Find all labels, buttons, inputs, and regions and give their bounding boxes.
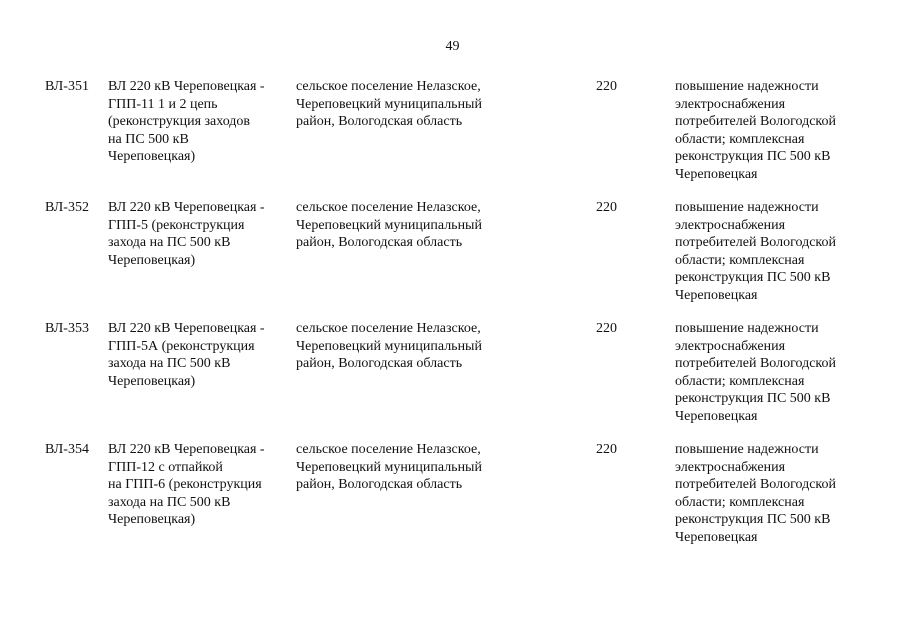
line-voltage: 220 (596, 200, 617, 215)
line-location: сельское поселение Нелазское, Череповецкий муниципальный район, Вологодская область (296, 79, 482, 129)
table-row (0, 441, 905, 562)
table-row (0, 78, 905, 199)
line-name: ВЛ 220 кВ Череповецкая - ГПП-5А (реконструкция захода на ПС 500 кВ Череповецкая) (108, 321, 265, 389)
line-voltage: 220 (596, 321, 617, 336)
line-location: сельское поселение Нелазское, Череповецкий муниципальный район, Вологодская область (296, 442, 482, 492)
document-table (0, 78, 905, 562)
line-name: ВЛ 220 кВ Череповецкая - ГПП-11 1 и 2 цепь (реконструкция заходов на ПС 500 кВ Череповецкая) (108, 79, 265, 164)
line-purpose: повышение надежности электроснабжения потребителей Вологодской области; комплексная реконструкция ПС 500 кВ Череповецкая (675, 321, 836, 424)
line-code: ВЛ-354 (45, 442, 89, 457)
line-voltage: 220 (596, 442, 617, 457)
table-row (0, 320, 905, 441)
line-name: ВЛ 220 кВ Череповецкая - ГПП-12 с отпайкой на ГПП-6 (реконструкция захода на ПС 500 кВ Череповецкая) (108, 442, 265, 527)
line-name: ВЛ 220 кВ Череповецкая - ГПП-5 (реконструкция захода на ПС 500 кВ Череповецкая) (108, 200, 265, 268)
table-row (0, 199, 905, 320)
line-code: ВЛ-351 (45, 79, 89, 94)
line-voltage: 220 (596, 79, 617, 94)
line-location: сельское поселение Нелазское, Череповецкий муниципальный район, Вологодская область (296, 321, 482, 371)
line-location: сельское поселение Нелазское, Череповецкий муниципальный район, Вологодская область (296, 200, 482, 250)
page-number: 49 (445, 39, 460, 54)
line-purpose: повышение надежности электроснабжения потребителей Вологодской области; комплексная реконструкция ПС 500 кВ Череповецкая (675, 442, 836, 545)
line-purpose: повышение надежности электроснабжения потребителей Вологодской области; комплексная реконструкция ПС 500 кВ Череповецкая (675, 200, 836, 303)
line-purpose: повышение надежности электроснабжения потребителей Вологодской области; комплексная реконструкция ПС 500 кВ Череповецкая (675, 79, 836, 182)
line-code: ВЛ-352 (45, 200, 89, 215)
line-code: ВЛ-353 (45, 321, 89, 336)
